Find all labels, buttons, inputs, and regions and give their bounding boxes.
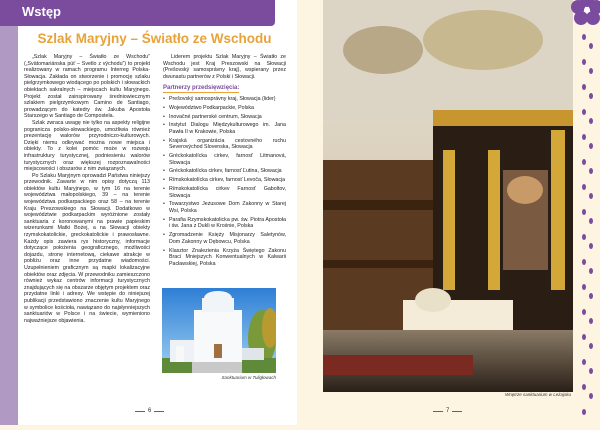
left-column [24,54,150,324]
photo-caption: Wnętrze sanktuarium w Leżajsku [504,392,571,397]
list-item: • Instytut Dialogu Międzykulturowego im. Jana Pawła II w Krakowie, Polska [163,122,286,135]
photo-caption: Sanktuarium w Tuligłowach [221,375,276,380]
intro-paragraph: Liderem projektu Szlak Maryjny – Światło ze Wschodu jest Kraj Preszowski na Słowacji (Prešovský samosprávny kraj), wspierany przez dwunastu partnerów z Polski i Słowacji. [163,54,286,80]
list-item: • Klasztor Znalezienia Krzyża Świętego Zakonu Braci Mniejszych Konwentualnych w Kalwarii Pacławskiej, Polska [163,248,286,268]
list-item: • Towarzystwo Jezusowe Dom Zakonny w Starej Wsi, Polska [163,201,286,214]
gutter [297,0,323,425]
list-item: • Parafia Rzymskokatolicka pw. św. Piotra Apostoła i św. Jana z Dukli w Krośnie, Polska [163,217,286,230]
flower-icon [570,0,600,26]
section-title: Wstęp [22,4,61,19]
list-item: • Krajská organizácia cestovného ruchu Severovýchod Slovenska, Słowacja [163,138,286,151]
page-number [433,408,462,414]
list-item: • Prešovský samosprávny kraj, Słowacja (lider) [163,96,286,103]
section-header [0,0,275,26]
footprints-icon [580,32,596,425]
list-item: • Inovačné partnerské centrum, Słowacja [163,114,286,121]
left-page [0,0,297,425]
page-number [135,408,164,414]
page-number-value: 6 [148,408,152,414]
page-number-value: 7 [446,408,450,414]
church-photo [162,288,276,373]
partners-heading: Partnerzy przedsięwzięcia: [163,85,240,92]
right-column [163,54,286,269]
decorative-strip [0,26,18,425]
paragraph: „Szlak Maryjny – Światło ze Wschodu” („Svätomariánska púť – Svetlo z východu”) to projekt realizowany w ramach programu Interreg Polska-Słowacja. Zakłada on stworzenie i promocję szlaku pielgrzymkowego wiodącego po polskich i słowackich obiektach sakralnych – miejscach kultu Maryjnego. Projekt został zainspirowany średniowiecznym szlakiem pielgrzymkowym Camino de Santiago, prowadzącym do katedry św. Jakuba Apostoła Starszego w Santiago de Compostela. [24,54,150,120]
list-item: • Gréckokatolícka cirkev, farnosť Ľutina, Słowacja [163,168,286,175]
list-item: • Rímskokatolícka cirkev, farnosť Levoča, Słowacja [163,177,286,184]
paragraph: Szlak zwraca uwagę nie tylko na aspekty religijne pogranicza polsko-słowackiego, umożliwia również prezentację walorów przyrodniczo-kulturowych. Dzięki niemu odkrywać można nowe miejsca i obiekty. To z kolei pomóc może w rozwoju infrastruktury turystycznej, podniesieniu walorów turystycznych oraz większej rozpoznawalności miejscowości i obszarów z nim związanych. [24,119,150,173]
paragraph: Po Szlaku Maryjnym oprowadzi Państwa niniejszy przewodnik. Zawarte w nim opisy dotyczą 113 obiektów kultu Maryjnego, w tym 16 na terenie województwa małopolskiego, 39 – na terenie województwa podkarpackiego oraz 58 – na terenie Kraju Preszowskiego na Słowacji. Dodatkowo w województwie podkarpackim wyróżnione zostały sanktuaria z koronowanymi na prawie papieskim wizerunkami Matki Bożej, a na Słowacji obiekty rzymskokatolickie, greckokatolickie i prawosławne. Każdy opis zawiera rys historyczny, informacje dotyczące położenia geograficznego, możliwości dojazdu, stronę internetową, ciekawe atrakcje w pobliżu oraz inne przydatne wiadomości. Uzupełnieniem graficznym są mapki lokalizacyjne obiektów oraz zdjęcia. W przewodniku zamieszczono również wykaz centrów informacji turystycznych znajdujących się na obszarze objętym projektem oraz przydatne linki i adresy. We wstępie do niniejszej publikacji przedstawiono znaczenie kultu Maryjnego w symbolice kościoła, nawiązano do najsłynniejszych sanktuariów w Polsce i na świecie, wymieniono najważniejsze objawienia. [24,172,150,324]
interior-photo [323,0,573,392]
list-item: • Województwo Podkarpackie, Polska [163,105,286,112]
partners-list [163,96,286,267]
list-item: • Zgromadzenie Księży Misjonarzy Saletynów, Dom Zakonny w Dębowcu, Polska [163,232,286,245]
list-item: • Rímskokatolícka cirkev Farnosť Gaboltov, Słowacja [163,186,286,199]
page-title: Szlak Maryjny – Światło ze Wschodu [37,31,272,46]
list-item: • Gréckokatolícka cirkev, farnosť Litmanová, Słowacja [163,153,286,166]
